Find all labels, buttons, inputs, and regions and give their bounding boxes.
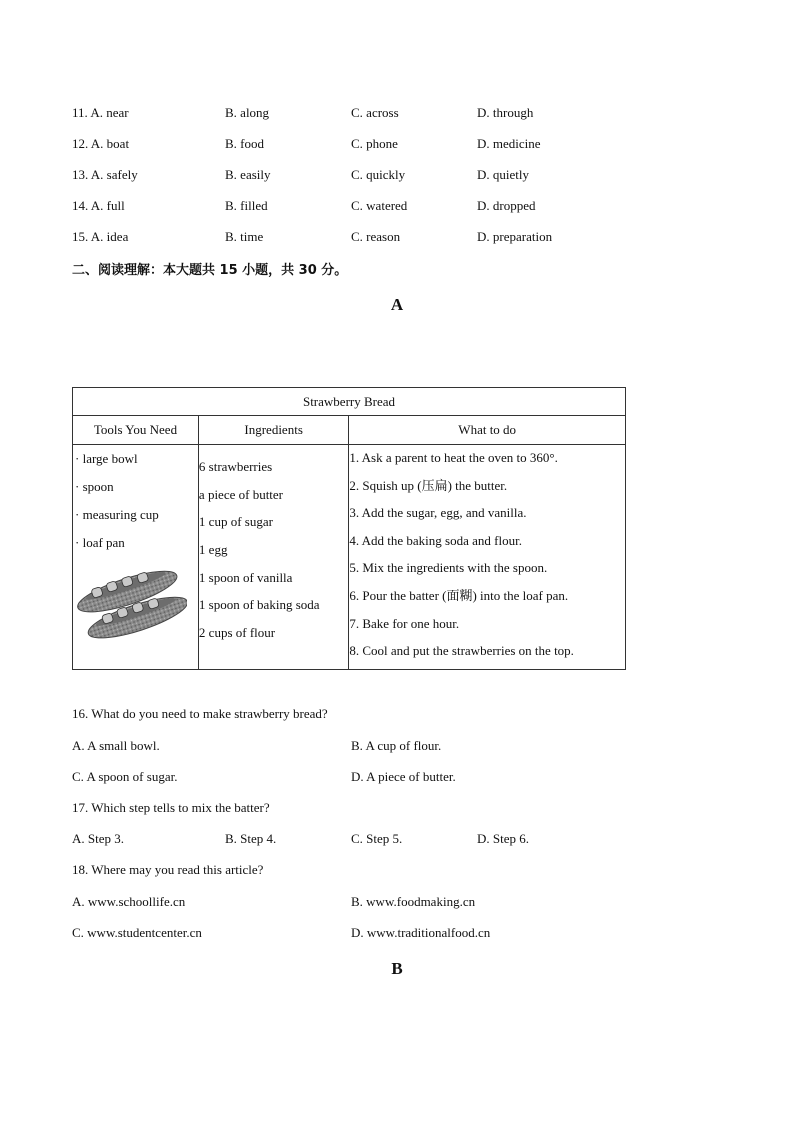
- option-b: B. filled: [225, 198, 268, 213]
- step-item: 5. Mix the ingredients with the spoon.: [349, 560, 548, 576]
- option-a: 12. A. boat: [72, 136, 130, 151]
- question-18-stem: 18. Where may you read this article?: [72, 862, 264, 877]
- q18-option-b: B. www.foodmaking.cn: [351, 894, 476, 909]
- step-item: 4. Add the baking soda and flour.: [349, 532, 522, 548]
- option-c: C. watered: [351, 198, 408, 213]
- header-tools: Tools You Need: [73, 416, 199, 445]
- option-c: C. reason: [351, 229, 401, 244]
- q18-option-c: C. www.studentcenter.cn: [72, 925, 202, 940]
- recipe-table: [72, 387, 626, 670]
- q18-option-a: A. www.schoollife.cn: [72, 894, 186, 909]
- header-steps: What to do: [349, 416, 626, 445]
- option-b: B. time: [225, 229, 264, 244]
- q16-option-d: D. A piece of butter.: [351, 769, 456, 784]
- option-d: D. preparation: [477, 229, 553, 244]
- q17-option-a: A. Step 3.: [72, 831, 124, 846]
- ingredient-item: 1 spoon of vanilla: [198, 569, 293, 585]
- ingredient-item: 1 cup of sugar: [198, 514, 273, 530]
- option-a: 15. A. idea: [72, 229, 129, 244]
- option-d: D. dropped: [477, 198, 536, 213]
- header-ingredients: Ingredients: [198, 416, 348, 445]
- step-item: 8. Cool and put the strawberries on the top.: [349, 643, 574, 659]
- step-item: 2. Squish up (压扁) the butter.: [349, 477, 508, 493]
- strawberry-bread-illustration: [73, 561, 198, 599]
- tool-item: · loaf pan: [75, 535, 125, 550]
- steps-cell: [349, 445, 626, 670]
- option-a: 14. A. full: [72, 198, 125, 213]
- step-item: 7. Bake for one hour.: [349, 615, 460, 631]
- option-c: C. phone: [351, 136, 398, 151]
- option-a: 13. A. safely: [72, 167, 138, 182]
- step-item: 3. Add the sugar, egg, and vanilla.: [349, 505, 527, 521]
- option-d: D. quietly: [477, 167, 529, 182]
- option-b: B. easily: [225, 167, 271, 182]
- tool-item: · spoon: [75, 479, 114, 494]
- ingredients-cell: [198, 445, 348, 670]
- question-17-stem: 17. Which step tells to mix the batter?: [72, 800, 270, 815]
- q16-option-b: B. A cup of flour.: [351, 738, 442, 753]
- option-a: 11. A. near: [72, 105, 129, 120]
- ingredient-item: 6 strawberries: [198, 459, 273, 474]
- ingredient-item: 1 spoon of baking soda: [198, 597, 320, 613]
- step-item: 6. Pour the batter (面糊) into the loaf pan.: [349, 587, 569, 603]
- q18-option-d: D. www.traditionalfood.cn: [351, 925, 491, 940]
- tool-item: · measuring cup: [75, 507, 159, 522]
- option-d: D. through: [477, 105, 534, 120]
- tool-item: · large bowl: [75, 451, 138, 466]
- q17-option-b: B. Step 4.: [225, 831, 277, 846]
- recipe-title: Strawberry Bread: [73, 388, 626, 416]
- ingredient-item: 1 egg: [198, 542, 228, 558]
- passage-b-label: B: [391, 959, 403, 978]
- option-c: C. across: [351, 105, 399, 120]
- passage-a-label: A: [390, 295, 404, 314]
- tools-cell: [73, 445, 199, 670]
- section-heading: 二、阅读理解：本大题共 15 小题，共 30 分。: [72, 263, 348, 278]
- ingredient-item: a piece of butter: [198, 486, 284, 502]
- q17-option-d: D. Step 6.: [477, 831, 529, 846]
- option-b: B. food: [225, 136, 264, 151]
- question-16-stem: 16. What do you need to make strawberry bread?: [72, 706, 328, 721]
- q17-option-c: C. Step 5.: [351, 831, 403, 846]
- option-b: B. along: [225, 105, 270, 120]
- option-d: D. medicine: [477, 136, 541, 151]
- q16-option-c: C. A spoon of sugar.: [72, 769, 178, 784]
- option-c: C. quickly: [351, 167, 406, 182]
- q16-option-a: A. A small bowl.: [72, 738, 160, 753]
- step-item: 1. Ask a parent to heat the oven to 360°.: [349, 450, 558, 465]
- ingredient-item: 2 cups of flour: [198, 625, 276, 641]
